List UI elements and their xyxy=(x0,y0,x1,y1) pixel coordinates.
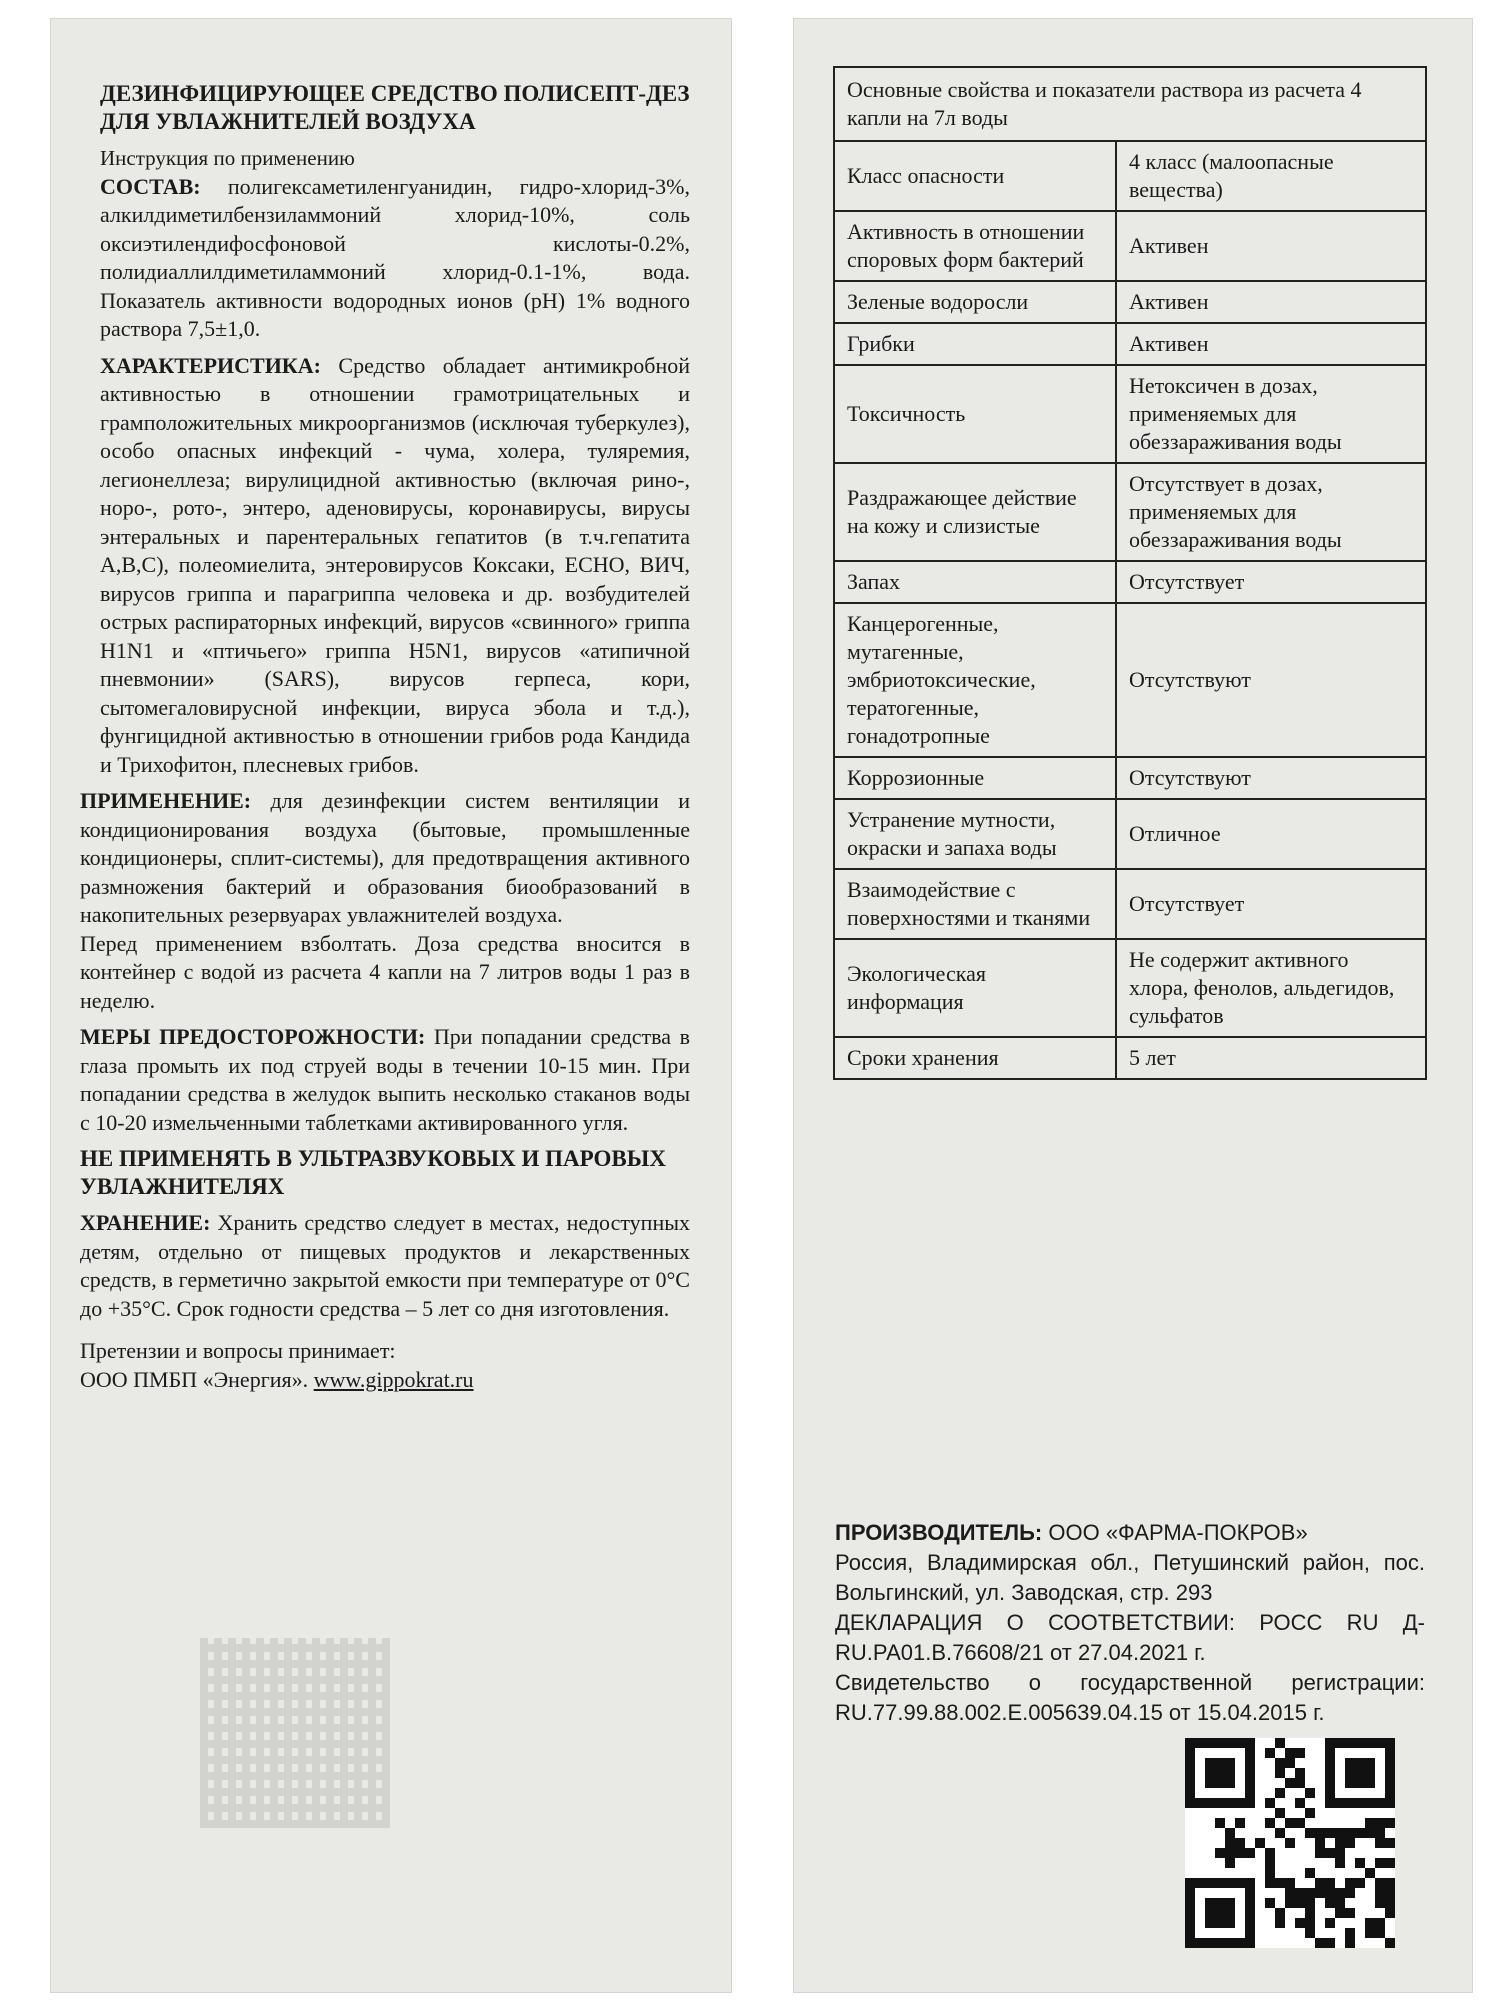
faint-qr-code xyxy=(200,1638,390,1828)
property-value: Отсутствует xyxy=(1116,561,1426,603)
property-value: Отсутствует xyxy=(1116,869,1426,939)
property-value: Активен xyxy=(1116,211,1426,281)
property-name: Класс опасности xyxy=(834,141,1116,211)
manufacturer-address: Россия, Владимирская обл., Петушинский район, пос. Вольгинский, ул. Заводская, стр. 293 xyxy=(835,1550,1425,1605)
claims-section xyxy=(80,1337,690,1394)
property-value: Нетоксичен в дозах, применяемых для обеззараживания воды xyxy=(1116,365,1426,463)
document-title: ДЕЗИНФИЦИРУЮЩЕЕ СРЕДСТВО ПОЛИСЕПТ-ДЕЗ ДЛЯ УВЛАЖНИТЕЛЕЙ ВОЗДУХА xyxy=(100,81,690,134)
characteristic-text: Средство обладает антимикробной активностью в отношении грамотрицательных и грамположительных микроорганизмов (исключая туберкулез), особо опасных инфекций - чума, холера, туляремия, легионеллеза; вирулицидной активностью (включая рино-, норо-, рото-, энтеро, аденовирусы, коронавирусы, вирусы энтеральных и парентеральных гепатитов (в т.ч.гепатита А,В,С), полеомиелита, энтеровирусов Коксаки, ЕСНО, ВИЧ, вирусов гриппа и парагриппа человека и др. возбудителей острых распираторных инфекций, вирусов «свинного» гриппа H1N1 и «птичьего» гриппа H5N1, вирусов «атипичной пневмонии» (SARS), вирусов герпеса, кори, сытомегаловирусной инфекции, вируса эбола и т.д.), фунгицидной активностью в отношении грибов рода Кандида и Трихофитон, плесневых грибов. xyxy=(100,352,691,777)
property-name: Грибки xyxy=(834,323,1116,365)
table-header: Основные свойства и показатели раствора из расчета 4 капли на 7л воды xyxy=(834,67,1426,141)
property-value: Активен xyxy=(1116,323,1426,365)
application-text: для дезинфекции систем вентиляции и кондиционирования воздуха (бытовые, промышленные кондиционеры, сплит-системы), для предотвращения активного размножения бактерий и образования биообразований в накопительных резервуарах увлажнителей воздуха. xyxy=(80,788,690,927)
table-row xyxy=(834,365,1426,463)
table-body xyxy=(834,141,1426,1079)
property-name: Взаимодействие с поверхностями и тканями xyxy=(834,869,1116,939)
property-name: Устранение мутности, окраски и запаха воды xyxy=(834,799,1116,869)
property-name: Раздражающее действие на кожу и слизистые xyxy=(834,463,1116,561)
instruction-text xyxy=(80,80,690,1394)
right-leaflet xyxy=(793,18,1473,1993)
property-value: Отсутствуют xyxy=(1116,757,1426,799)
instruction-subtitle: Инструкция по применению xyxy=(100,146,355,170)
table-row xyxy=(834,463,1426,561)
table-row xyxy=(834,757,1426,799)
storage-heading: ХРАНЕНИЕ: xyxy=(80,1210,211,1235)
conformity-declaration: ДЕКЛАРАЦИЯ О СООТВЕТСТВИИ: РОСС RU Д-RU.РА01.В.76608/21 от 27.04.2021 г. xyxy=(835,1610,1425,1665)
qr-code[interactable] xyxy=(1185,1738,1395,1948)
qr-code-graphic xyxy=(1185,1738,1395,1948)
manufacturer-block xyxy=(835,1518,1425,1728)
property-value: 4 класс (малоопасные вещества) xyxy=(1116,141,1426,211)
storage-section xyxy=(80,1209,690,1323)
property-value: Отсутствует в дозах, применяемых для обеззараживания воды xyxy=(1116,463,1426,561)
table-row xyxy=(834,1037,1426,1079)
table-row xyxy=(834,603,1426,757)
property-name: Активность в отношении споровых форм бактерий xyxy=(834,211,1116,281)
claims-company: ООО ПМБП «Энергия». xyxy=(80,1366,309,1392)
property-name: Запах xyxy=(834,561,1116,603)
characteristic-heading: ХАРАКТЕРИСТИКА: xyxy=(100,352,321,378)
characteristic-section xyxy=(100,352,690,780)
table-row xyxy=(834,939,1426,1037)
table-row xyxy=(834,211,1426,281)
manufacturer-heading: ПРОИЗВОДИТЕЛЬ: xyxy=(835,1520,1043,1545)
property-name: Сроки хранения xyxy=(834,1037,1116,1079)
property-value: Отсутствуют xyxy=(1116,603,1426,757)
composition-text: полигексаметиленгуанидин, гидро-хлорид-3%, алкилдиметилбензиламмоний хлорид-10%, соль оксиэтилендифосфоновой кислоты-0.2%, полидиаллилдиметиламмоний хлорид-0.1-1%, вода. Показатель активности водородных ионов (рН) 1% водного раствора 7,5±1,0. xyxy=(100,173,690,341)
claims-label: Претензии и вопросы принимает: xyxy=(80,1338,396,1363)
application-section xyxy=(80,787,690,930)
manufacturer-company: ООО «ФАРМА-ПОКРОВ» xyxy=(1048,1520,1308,1545)
property-name: Экологическая информация xyxy=(834,939,1116,1037)
composition-section xyxy=(100,173,690,344)
table-header-row xyxy=(834,67,1426,141)
property-value: Активен xyxy=(1116,281,1426,323)
property-name: Канцерогенные, мутагенные, эмбриотоксические, тератогенные, гонадотропные xyxy=(834,603,1116,757)
precautions-text: При попадании средства в глаза промыть их под струей воды в течении 10-15 мин. При попадании средства в желудок выпить несколько стаканов воды с 10-20 измельченными таблетками активированного угля. xyxy=(80,1024,691,1135)
application-heading: ПРИМЕНЕНИЕ: xyxy=(80,788,252,813)
ultrasonic-warning: НЕ ПРИМЕНЯТЬ В УЛЬТРАЗВУКОВЫХ И ПАРОВЫХ УВЛАЖНИТЕЛЯХ xyxy=(80,1146,666,1199)
claims-contact xyxy=(80,1366,690,1395)
state-registration: Свидетельство о государственной регистрации: RU.77.99.88.002.Е.005639.04.15 от 15.04.2015 г. xyxy=(835,1670,1425,1725)
manufacturer-line xyxy=(835,1518,1425,1548)
property-name: Токсичность xyxy=(834,365,1116,463)
table-row xyxy=(834,281,1426,323)
left-leaflet xyxy=(50,18,732,1993)
property-value: Не содержит активного хлора, фенолов, альдегидов, сульфатов xyxy=(1116,939,1426,1037)
property-value: Отличное xyxy=(1116,799,1426,869)
table-row xyxy=(834,323,1426,365)
precautions-section xyxy=(80,1023,690,1137)
application-dosage: Перед применением взболтать. Доза средства вносится в контейнер с водой из расчета 4 капли на 7 литров воды 1 раз в неделю. xyxy=(80,930,690,1013)
precautions-heading: МЕРЫ ПРЕДОСТОРОЖНОСТИ: xyxy=(80,1024,426,1049)
table-row xyxy=(834,799,1426,869)
table-row xyxy=(834,561,1426,603)
table-row xyxy=(834,869,1426,939)
storage-text: Хранить средство следует в местах, недоступных детям, отдельно от пищевых продуктов и лекарственных средств, в герметично закрытой емкости при температуре от 0°С до +35°С. Срок годности средства – 5 лет со дня изготовления. xyxy=(80,1210,690,1321)
table-row xyxy=(834,141,1426,211)
properties-table xyxy=(833,66,1427,1080)
property-name: Зеленые водоросли xyxy=(834,281,1116,323)
website-link[interactable]: www.gippokrat.ru xyxy=(313,1366,474,1392)
property-value: 5 лет xyxy=(1116,1037,1426,1079)
property-name: Коррозионные xyxy=(834,757,1116,799)
composition-heading: СОСТАВ: xyxy=(100,173,201,199)
